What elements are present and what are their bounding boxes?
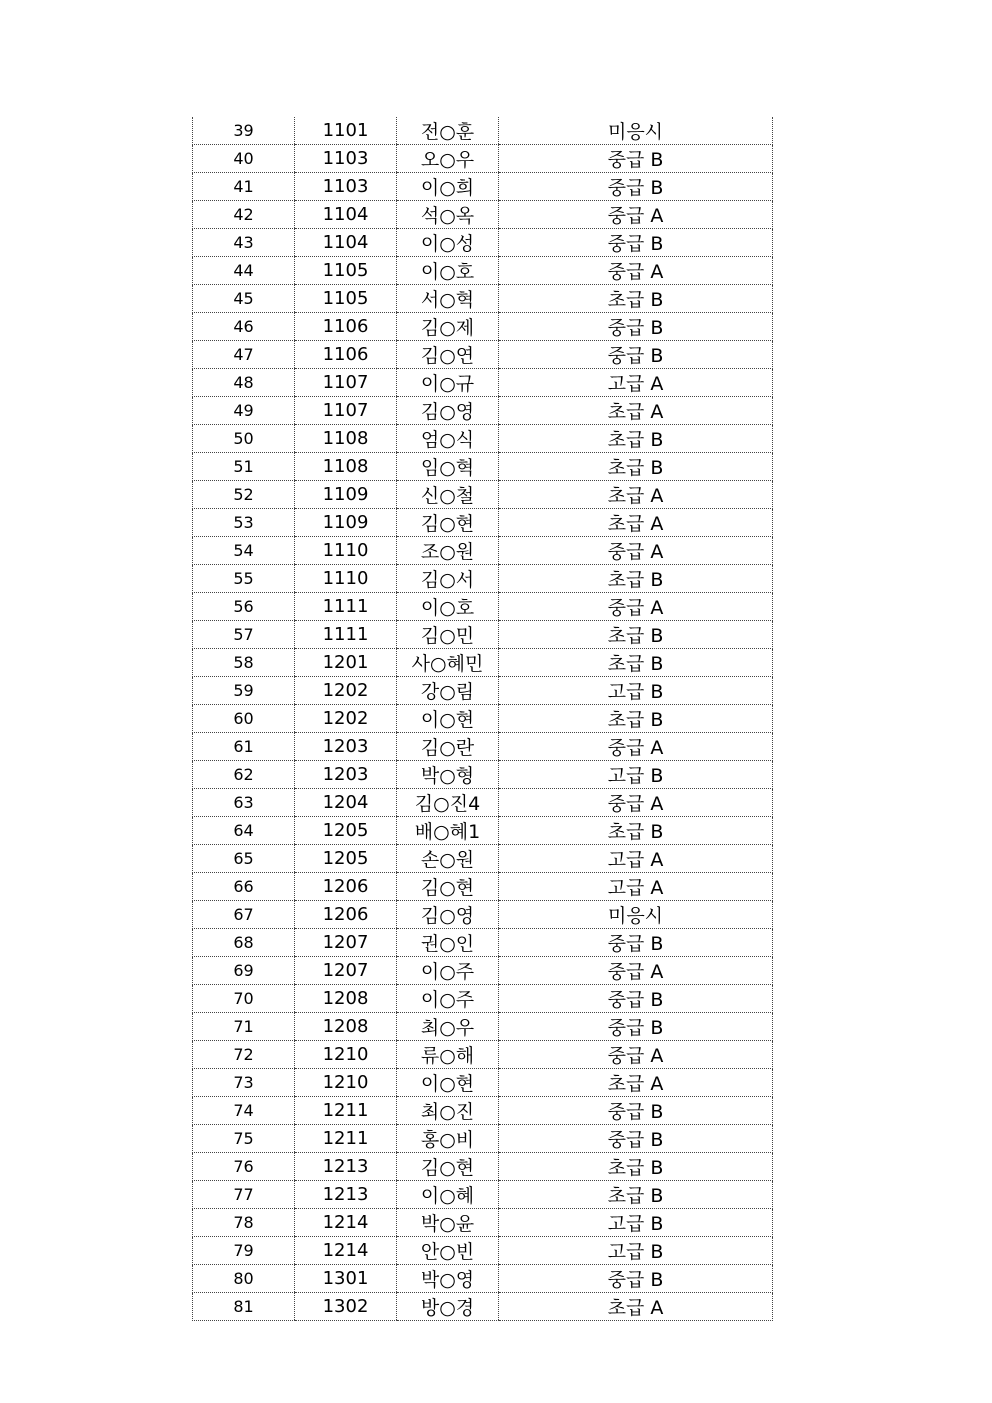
table-row [193,481,773,509]
table-row [193,425,773,453]
room-number-cell: 1109 [295,481,397,509]
grade-result-cell: 초급 A [499,1293,773,1321]
table-row [193,1153,773,1181]
grade-result-cell: 초급 A [499,481,773,509]
row-number-cell: 81 [193,1293,295,1321]
student-name-cell: 임○혁 [397,453,499,481]
student-name-cell: 이○현 [397,1069,499,1097]
student-name-cell: 이○혜 [397,1181,499,1209]
grade-result-cell: 초급 B [499,425,773,453]
table-row [193,649,773,677]
row-number-cell: 39 [193,117,295,145]
student-name-cell: 엄○식 [397,425,499,453]
table-row [193,1041,773,1069]
grade-result-cell: 고급 B [499,677,773,705]
room-number-cell: 1205 [295,817,397,845]
room-number-cell: 1110 [295,565,397,593]
student-name-cell: 이○규 [397,369,499,397]
row-number-cell: 57 [193,621,295,649]
row-number-cell: 63 [193,789,295,817]
room-number-cell: 1111 [295,593,397,621]
student-name-cell: 이○희 [397,173,499,201]
row-number-cell: 58 [193,649,295,677]
table-row [193,985,773,1013]
row-number-cell: 70 [193,985,295,1013]
grade-result-cell: 중급 B [499,1265,773,1293]
room-number-cell: 1210 [295,1041,397,1069]
student-name-cell: 김○현 [397,873,499,901]
room-number-cell: 1206 [295,901,397,929]
room-number-cell: 1108 [295,453,397,481]
row-number-cell: 51 [193,453,295,481]
room-number-cell: 1109 [295,509,397,537]
grade-result-cell: 초급 B [499,705,773,733]
room-number-cell: 1205 [295,845,397,873]
student-name-cell: 강○림 [397,677,499,705]
room-number-cell: 1111 [295,621,397,649]
roster-table [192,117,773,1321]
row-number-cell: 47 [193,341,295,369]
student-name-cell: 최○진 [397,1097,499,1125]
student-name-cell: 박○형 [397,761,499,789]
room-number-cell: 1106 [295,313,397,341]
student-name-cell: 김○현 [397,1153,499,1181]
student-name-cell: 최○우 [397,1013,499,1041]
room-number-cell: 1213 [295,1181,397,1209]
room-number-cell: 1101 [295,117,397,145]
table-row [193,565,773,593]
student-name-cell: 권○인 [397,929,499,957]
row-number-cell: 71 [193,1013,295,1041]
row-number-cell: 75 [193,1125,295,1153]
grade-result-cell: 중급 A [499,201,773,229]
grade-result-cell: 중급 B [499,1125,773,1153]
room-number-cell: 1213 [295,1153,397,1181]
grade-result-cell: 중급 B [499,145,773,173]
table-row [193,1265,773,1293]
room-number-cell: 1103 [295,173,397,201]
row-number-cell: 42 [193,201,295,229]
row-number-cell: 76 [193,1153,295,1181]
grade-result-cell: 고급 B [499,1209,773,1237]
student-name-cell: 김○민 [397,621,499,649]
row-number-cell: 78 [193,1209,295,1237]
table-row [193,1209,773,1237]
grade-result-cell: 중급 A [499,789,773,817]
student-name-cell: 안○빈 [397,1237,499,1265]
room-number-cell: 1207 [295,957,397,985]
grade-result-cell: 초급 A [499,397,773,425]
student-name-cell: 이○현 [397,705,499,733]
row-number-cell: 54 [193,537,295,565]
grade-result-cell: 초급 B [499,1153,773,1181]
student-name-cell: 김○현 [397,509,499,537]
table-row [193,1181,773,1209]
student-name-cell: 신○철 [397,481,499,509]
student-name-cell: 손○원 [397,845,499,873]
row-number-cell: 65 [193,845,295,873]
grade-result-cell: 미응시 [499,901,773,929]
room-number-cell: 1107 [295,369,397,397]
grade-result-cell: 초급 B [499,649,773,677]
row-number-cell: 60 [193,705,295,733]
row-number-cell: 79 [193,1237,295,1265]
row-number-cell: 73 [193,1069,295,1097]
room-number-cell: 1104 [295,229,397,257]
row-number-cell: 77 [193,1181,295,1209]
grade-result-cell: 고급 A [499,369,773,397]
student-name-cell: 이○성 [397,229,499,257]
grade-result-cell: 초급 B [499,285,773,313]
table-row [193,1125,773,1153]
grade-result-cell: 중급 A [499,593,773,621]
table-row [193,145,773,173]
student-name-cell: 전○훈 [397,117,499,145]
table-row [193,173,773,201]
table-row [193,1013,773,1041]
row-number-cell: 67 [193,901,295,929]
student-name-cell: 김○서 [397,565,499,593]
table-row [193,257,773,285]
row-number-cell: 56 [193,593,295,621]
table-row [193,341,773,369]
room-number-cell: 1206 [295,873,397,901]
student-name-cell: 김○영 [397,397,499,425]
grade-result-cell: 초급 B [499,453,773,481]
grade-result-cell: 중급 B [499,173,773,201]
room-number-cell: 1204 [295,789,397,817]
room-number-cell: 1203 [295,733,397,761]
row-number-cell: 80 [193,1265,295,1293]
table-row [193,593,773,621]
row-number-cell: 44 [193,257,295,285]
grade-result-cell: 고급 B [499,761,773,789]
table-row [193,789,773,817]
row-number-cell: 68 [193,929,295,957]
table-row [193,369,773,397]
table-row [193,1097,773,1125]
table-row [193,901,773,929]
student-name-cell: 김○영 [397,901,499,929]
student-name-cell: 류○해 [397,1041,499,1069]
table-row [193,677,773,705]
roster-table-body [193,117,773,1321]
row-number-cell: 74 [193,1097,295,1125]
table-row [193,873,773,901]
student-name-cell: 김○란 [397,733,499,761]
grade-result-cell: 중급 A [499,733,773,761]
room-number-cell: 1211 [295,1097,397,1125]
row-number-cell: 59 [193,677,295,705]
row-number-cell: 62 [193,761,295,789]
grade-result-cell: 중급 B [499,929,773,957]
table-row [193,397,773,425]
grade-result-cell: 중급 B [499,985,773,1013]
student-name-cell: 사○혜민 [397,649,499,677]
grade-result-cell: 고급 A [499,845,773,873]
student-name-cell: 이○호 [397,257,499,285]
student-name-cell: 김○진4 [397,789,499,817]
document-page [192,117,772,1321]
table-row [193,817,773,845]
grade-result-cell: 고급 A [499,873,773,901]
room-number-cell: 1105 [295,285,397,313]
room-number-cell: 1207 [295,929,397,957]
student-name-cell: 석○옥 [397,201,499,229]
grade-result-cell: 중급 A [499,257,773,285]
student-name-cell: 오○우 [397,145,499,173]
row-number-cell: 46 [193,313,295,341]
table-row [193,1293,773,1321]
grade-result-cell: 중급 B [499,341,773,369]
room-number-cell: 1108 [295,425,397,453]
table-row [193,453,773,481]
grade-result-cell: 초급 A [499,1069,773,1097]
room-number-cell: 1302 [295,1293,397,1321]
row-number-cell: 72 [193,1041,295,1069]
table-row [193,621,773,649]
room-number-cell: 1202 [295,705,397,733]
row-number-cell: 48 [193,369,295,397]
grade-result-cell: 초급 B [499,565,773,593]
row-number-cell: 45 [193,285,295,313]
grade-result-cell: 중급 B [499,1013,773,1041]
student-name-cell: 박○영 [397,1265,499,1293]
table-row [193,201,773,229]
row-number-cell: 69 [193,957,295,985]
room-number-cell: 1210 [295,1069,397,1097]
grade-result-cell: 초급 B [499,817,773,845]
grade-result-cell: 중급 B [499,229,773,257]
row-number-cell: 41 [193,173,295,201]
student-name-cell: 박○윤 [397,1209,499,1237]
student-name-cell: 이○주 [397,985,499,1013]
table-row [193,929,773,957]
grade-result-cell: 중급 B [499,313,773,341]
table-row [193,117,773,145]
table-row [193,1069,773,1097]
table-row [193,509,773,537]
student-name-cell: 김○제 [397,313,499,341]
room-number-cell: 1214 [295,1209,397,1237]
row-number-cell: 40 [193,145,295,173]
room-number-cell: 1103 [295,145,397,173]
grade-result-cell: 중급 A [499,537,773,565]
room-number-cell: 1106 [295,341,397,369]
student-name-cell: 조○원 [397,537,499,565]
room-number-cell: 1104 [295,201,397,229]
grade-result-cell: 미응시 [499,117,773,145]
table-row [193,845,773,873]
table-row [193,705,773,733]
grade-result-cell: 중급 A [499,1041,773,1069]
row-number-cell: 53 [193,509,295,537]
grade-result-cell: 초급 B [499,621,773,649]
room-number-cell: 1107 [295,397,397,425]
student-name-cell: 김○연 [397,341,499,369]
grade-result-cell: 고급 B [499,1237,773,1265]
room-number-cell: 1203 [295,761,397,789]
table-row [193,733,773,761]
row-number-cell: 61 [193,733,295,761]
grade-result-cell: 초급 A [499,509,773,537]
table-row [193,537,773,565]
room-number-cell: 1105 [295,257,397,285]
student-name-cell: 이○주 [397,957,499,985]
student-name-cell: 홍○비 [397,1125,499,1153]
row-number-cell: 49 [193,397,295,425]
row-number-cell: 64 [193,817,295,845]
table-row [193,761,773,789]
row-number-cell: 43 [193,229,295,257]
row-number-cell: 66 [193,873,295,901]
room-number-cell: 1208 [295,985,397,1013]
row-number-cell: 55 [193,565,295,593]
row-number-cell: 52 [193,481,295,509]
room-number-cell: 1301 [295,1265,397,1293]
table-row [193,285,773,313]
table-row [193,229,773,257]
room-number-cell: 1208 [295,1013,397,1041]
table-row [193,313,773,341]
table-row [193,957,773,985]
grade-result-cell: 중급 A [499,957,773,985]
room-number-cell: 1110 [295,537,397,565]
student-name-cell: 이○호 [397,593,499,621]
student-name-cell: 서○혁 [397,285,499,313]
room-number-cell: 1202 [295,677,397,705]
grade-result-cell: 중급 B [499,1097,773,1125]
student-name-cell: 방○경 [397,1293,499,1321]
row-number-cell: 50 [193,425,295,453]
room-number-cell: 1214 [295,1237,397,1265]
table-row [193,1237,773,1265]
grade-result-cell: 초급 B [499,1181,773,1209]
room-number-cell: 1211 [295,1125,397,1153]
room-number-cell: 1201 [295,649,397,677]
student-name-cell: 배○혜1 [397,817,499,845]
